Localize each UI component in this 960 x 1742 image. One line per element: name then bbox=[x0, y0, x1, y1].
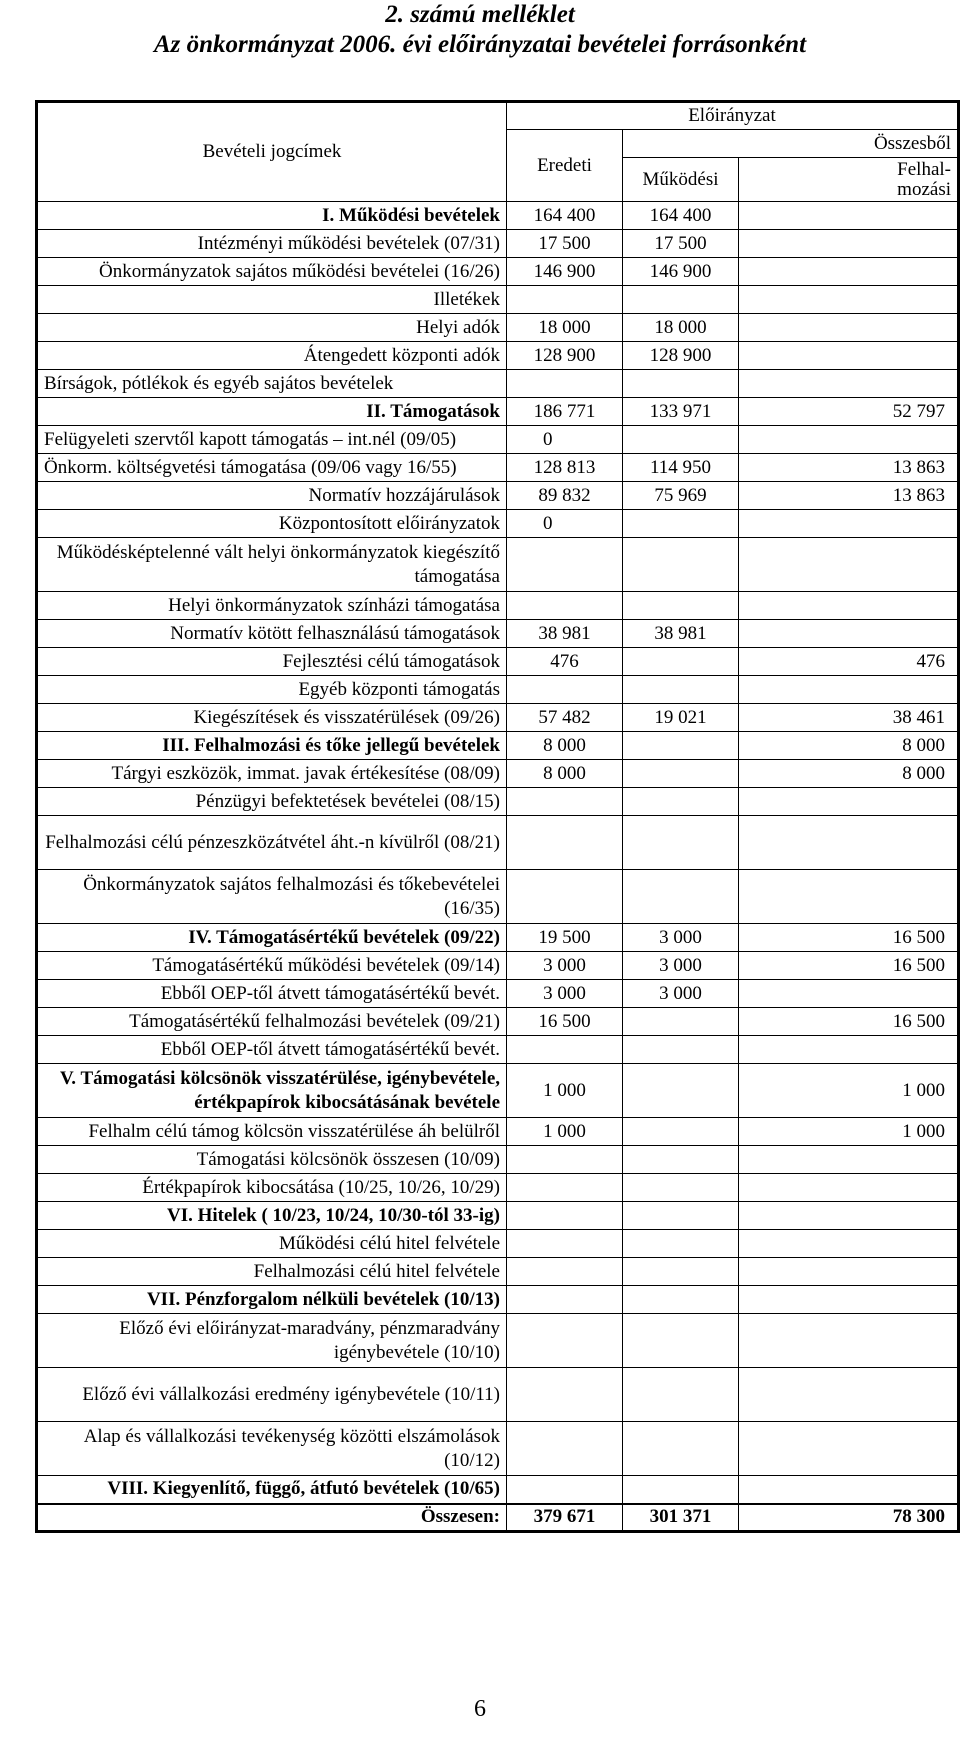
cell-mukodesi: 3 000 bbox=[623, 924, 739, 952]
table-row bbox=[37, 510, 959, 538]
cell-eredeti bbox=[507, 538, 623, 592]
cell-felhalmozasi bbox=[739, 620, 959, 648]
row-label: Támogatásértékű felhalmozási bevételek (09/21) bbox=[37, 1008, 507, 1036]
row-label: Normatív kötött felhasználású támogatások bbox=[37, 620, 507, 648]
cell-mukodesi bbox=[623, 1064, 739, 1118]
cell-eredeti: 164 400 bbox=[507, 202, 623, 230]
table-row bbox=[37, 314, 959, 342]
cell-felhalmozasi bbox=[739, 1476, 959, 1504]
cell-felhalmozasi bbox=[739, 870, 959, 924]
cell-felhalmozasi: 13 863 bbox=[739, 482, 959, 510]
cell-felhalmozasi bbox=[739, 816, 959, 870]
cell-eredeti: 3 000 bbox=[507, 952, 623, 980]
cell-felhalmozasi bbox=[739, 286, 959, 314]
table-row bbox=[37, 202, 959, 230]
table-row bbox=[37, 1476, 959, 1504]
cell-eredeti: 8 000 bbox=[507, 760, 623, 788]
row-label: Támogatási kölcsönök összesen (10/09) bbox=[37, 1146, 507, 1174]
row-label: I. Működési bevételek bbox=[37, 202, 507, 230]
row-label: Működési célú hitel felvétele bbox=[37, 1230, 507, 1258]
row-label: Ebből OEP-től átvett támogatásértékű bevét. bbox=[37, 1036, 507, 1064]
cell-felhalmozasi: 476 bbox=[739, 648, 959, 676]
cell-mukodesi bbox=[623, 648, 739, 676]
cell-eredeti bbox=[507, 1174, 623, 1202]
table-row bbox=[37, 342, 959, 370]
row-label: Átengedett központi adók bbox=[37, 342, 507, 370]
row-label: Tárgyi eszközök, immat. javak értékesítése (08/09) bbox=[37, 760, 507, 788]
cell-eredeti: 146 900 bbox=[507, 258, 623, 286]
table-row bbox=[37, 230, 959, 258]
table-row bbox=[37, 370, 959, 398]
cell-mukodesi bbox=[623, 1230, 739, 1258]
cell-mukodesi bbox=[623, 732, 739, 760]
row-label: Pénzügyi befektetések bevételei (08/15) bbox=[37, 788, 507, 816]
cell-eredeti bbox=[507, 1314, 623, 1368]
cell-felhalmozasi: 16 500 bbox=[739, 1008, 959, 1036]
table-row bbox=[37, 760, 959, 788]
row-label: Felhalm célú támog kölcsön visszatérülése áh belülről bbox=[37, 1118, 507, 1146]
cell-felhalmozasi bbox=[739, 370, 959, 398]
row-label: VII. Pénzforgalom nélküli bevételek (10/13) bbox=[37, 1286, 507, 1314]
cell-eredeti: 17 500 bbox=[507, 230, 623, 258]
table-row bbox=[37, 1286, 959, 1314]
cell-felhalmozasi: 38 461 bbox=[739, 704, 959, 732]
cell-eredeti: 19 500 bbox=[507, 924, 623, 952]
row-label: Felügyeleti szervtől kapott támogatás – int.nél (09/05) bbox=[37, 426, 507, 454]
cell-mukodesi bbox=[623, 1476, 739, 1504]
header-felhalmozasi: Felhal- mozási bbox=[739, 158, 959, 202]
cell-mukodesi: 301 371 bbox=[623, 1504, 739, 1532]
cell-mukodesi bbox=[623, 870, 739, 924]
table-row bbox=[37, 258, 959, 286]
cell-eredeti: 1 000 bbox=[507, 1064, 623, 1118]
cell-mukodesi bbox=[623, 1368, 739, 1422]
row-label: Helyi adók bbox=[37, 314, 507, 342]
cell-eredeti bbox=[507, 592, 623, 620]
cell-eredeti: 1 000 bbox=[507, 1118, 623, 1146]
cell-mukodesi bbox=[623, 592, 739, 620]
row-label: III. Felhalmozási és tőke jellegű bevételek bbox=[37, 732, 507, 760]
cell-felhalmozasi bbox=[739, 1258, 959, 1286]
cell-mukodesi bbox=[623, 1008, 739, 1036]
cell-mukodesi: 3 000 bbox=[623, 980, 739, 1008]
cell-eredeti: 3 000 bbox=[507, 980, 623, 1008]
cell-felhalmozasi bbox=[739, 538, 959, 592]
cell-eredeti bbox=[507, 1422, 623, 1476]
table-row bbox=[37, 1064, 959, 1118]
cell-felhalmozasi: 1 000 bbox=[739, 1118, 959, 1146]
table-body bbox=[37, 202, 959, 1532]
cell-eredeti bbox=[507, 1476, 623, 1504]
cell-eredeti bbox=[507, 1286, 623, 1314]
cell-mukodesi bbox=[623, 1286, 739, 1314]
cell-felhalmozasi bbox=[739, 258, 959, 286]
cell-mukodesi bbox=[623, 426, 739, 454]
cell-felhalmozasi: 78 300 bbox=[739, 1504, 959, 1532]
row-label: IV. Támogatásértékű bevételek (09/22) bbox=[37, 924, 507, 952]
cell-mukodesi: 38 981 bbox=[623, 620, 739, 648]
table-row bbox=[37, 1368, 959, 1422]
cell-felhalmozasi: 13 863 bbox=[739, 454, 959, 482]
cell-felhalmozasi: 8 000 bbox=[739, 760, 959, 788]
row-label: Értékpapírok kibocsátása (10/25, 10/26, 10/29) bbox=[37, 1174, 507, 1202]
cell-eredeti: 38 981 bbox=[507, 620, 623, 648]
row-label: VI. Hitelek ( 10/23, 10/24, 10/30-tól 33-ig) bbox=[37, 1202, 507, 1230]
cell-mukodesi: 114 950 bbox=[623, 454, 739, 482]
table-row bbox=[37, 1422, 959, 1476]
cell-eredeti bbox=[507, 788, 623, 816]
table-row bbox=[37, 676, 959, 704]
cell-eredeti bbox=[507, 676, 623, 704]
cell-eredeti bbox=[507, 1368, 623, 1422]
cell-mukodesi bbox=[623, 1314, 739, 1368]
table-row bbox=[37, 1230, 959, 1258]
row-label: Alap és vállalkozási tevékenység közötti elszámolások (10/12) bbox=[37, 1422, 507, 1476]
table-row bbox=[37, 482, 959, 510]
cell-eredeti bbox=[507, 816, 623, 870]
total-row bbox=[37, 1504, 959, 1532]
document-title: Az önkormányzat 2006. évi előirányzatai bevételei forrásonként bbox=[153, 31, 807, 58]
revenue-table bbox=[35, 100, 960, 1533]
cell-mukodesi bbox=[623, 760, 739, 788]
cell-mukodesi: 18 000 bbox=[623, 314, 739, 342]
cell-felhalmozasi bbox=[739, 202, 959, 230]
row-label: Felhalmozási célú pénzeszközátvétel áht.-n kívülről (08/21) bbox=[37, 816, 507, 870]
row-label: II. Támogatások bbox=[37, 398, 507, 426]
table-row bbox=[37, 1036, 959, 1064]
row-label: Intézményi működési bevételek (07/31) bbox=[37, 230, 507, 258]
table-row bbox=[37, 286, 959, 314]
cell-mukodesi: 128 900 bbox=[623, 342, 739, 370]
cell-eredeti bbox=[507, 1036, 623, 1064]
table-row bbox=[37, 980, 959, 1008]
cell-mukodesi bbox=[623, 538, 739, 592]
cell-mukodesi bbox=[623, 816, 739, 870]
row-label: Működésképtelenné vált helyi önkormányzatok kiegészítő támogatása bbox=[37, 538, 507, 592]
cell-eredeti bbox=[507, 1202, 623, 1230]
cell-eredeti: 89 832 bbox=[507, 482, 623, 510]
cell-mukodesi bbox=[623, 370, 739, 398]
header-label-column: Bevételi jogcímek bbox=[37, 102, 507, 202]
header-mukodesi: Működési bbox=[623, 158, 739, 202]
table-row bbox=[37, 398, 959, 426]
row-label: Összesen: bbox=[37, 1504, 507, 1532]
cell-mukodesi bbox=[623, 510, 739, 538]
cell-eredeti: 57 482 bbox=[507, 704, 623, 732]
table-row bbox=[37, 952, 959, 980]
cell-felhalmozasi bbox=[739, 676, 959, 704]
row-label: VIII. Kiegyenlítő, függő, átfutó bevételek (10/65) bbox=[37, 1476, 507, 1504]
cell-mukodesi bbox=[623, 1422, 739, 1476]
table-row bbox=[37, 732, 959, 760]
cell-eredeti: 0 bbox=[507, 510, 623, 538]
cell-eredeti: 18 000 bbox=[507, 314, 623, 342]
cell-eredeti bbox=[507, 370, 623, 398]
table-row bbox=[37, 592, 959, 620]
cell-mukodesi: 75 969 bbox=[623, 482, 739, 510]
table-row bbox=[37, 648, 959, 676]
cell-felhalmozasi: 8 000 bbox=[739, 732, 959, 760]
cell-felhalmozasi bbox=[739, 342, 959, 370]
cell-eredeti: 128 813 bbox=[507, 454, 623, 482]
cell-mukodesi: 133 971 bbox=[623, 398, 739, 426]
header-eredeti: Eredeti bbox=[507, 130, 623, 202]
table-row bbox=[37, 1202, 959, 1230]
appendix-title: 2. számú melléklet bbox=[385, 1, 575, 28]
header-osszesbol: Összesből bbox=[623, 130, 959, 158]
table-row bbox=[37, 620, 959, 648]
row-label: Bírságok, pótlékok és egyéb sajátos bevételek bbox=[37, 370, 507, 398]
row-label: Normatív hozzájárulások bbox=[37, 482, 507, 510]
row-label: Kiegészítések és visszatérülések (09/26) bbox=[37, 704, 507, 732]
cell-felhalmozasi bbox=[739, 980, 959, 1008]
cell-felhalmozasi bbox=[739, 788, 959, 816]
table-row bbox=[37, 1258, 959, 1286]
cell-mukodesi: 146 900 bbox=[623, 258, 739, 286]
cell-eredeti: 476 bbox=[507, 648, 623, 676]
table-row bbox=[37, 1146, 959, 1174]
cell-mukodesi bbox=[623, 1036, 739, 1064]
cell-eredeti: 186 771 bbox=[507, 398, 623, 426]
cell-eredeti: 16 500 bbox=[507, 1008, 623, 1036]
row-label: Központosított előirányzatok bbox=[37, 510, 507, 538]
table-row bbox=[37, 704, 959, 732]
cell-mukodesi: 19 021 bbox=[623, 704, 739, 732]
cell-mukodesi bbox=[623, 676, 739, 704]
cell-mukodesi bbox=[623, 1174, 739, 1202]
row-label: Önkorm. költségvetési támogatása (09/06 vagy 16/55) bbox=[37, 454, 507, 482]
cell-eredeti bbox=[507, 1230, 623, 1258]
page-number: 6 bbox=[474, 1696, 486, 1722]
header-eloiranyzat: Előirányzat bbox=[507, 102, 959, 130]
cell-felhalmozasi bbox=[739, 1230, 959, 1258]
table-row bbox=[37, 454, 959, 482]
table-row bbox=[37, 1118, 959, 1146]
row-label: Előző évi vállalkozási eredmény igénybevétele (10/11) bbox=[37, 1368, 507, 1422]
cell-felhalmozasi: 16 500 bbox=[739, 952, 959, 980]
cell-felhalmozasi: 1 000 bbox=[739, 1064, 959, 1118]
table-row bbox=[37, 538, 959, 592]
table-row bbox=[37, 924, 959, 952]
cell-mukodesi bbox=[623, 788, 739, 816]
cell-felhalmozasi bbox=[739, 1314, 959, 1368]
row-label: V. Támogatási kölcsönök visszatérülése, igénybevétele, értékpapírok kibocsátásának bevétele bbox=[37, 1064, 507, 1118]
cell-eredeti: 0 bbox=[507, 426, 623, 454]
cell-eredeti: 379 671 bbox=[507, 1504, 623, 1532]
cell-felhalmozasi bbox=[739, 230, 959, 258]
cell-felhalmozasi bbox=[739, 1286, 959, 1314]
cell-mukodesi bbox=[623, 1118, 739, 1146]
cell-eredeti: 8 000 bbox=[507, 732, 623, 760]
row-label: Felhalmozási célú hitel felvétele bbox=[37, 1258, 507, 1286]
cell-felhalmozasi bbox=[739, 1146, 959, 1174]
cell-eredeti bbox=[507, 1258, 623, 1286]
table-row bbox=[37, 1314, 959, 1368]
cell-felhalmozasi bbox=[739, 1174, 959, 1202]
row-label: Egyéb központi támogatás bbox=[37, 676, 507, 704]
row-label: Helyi önkormányzatok színházi támogatása bbox=[37, 592, 507, 620]
cell-eredeti bbox=[507, 1146, 623, 1174]
table-row bbox=[37, 426, 959, 454]
cell-mukodesi bbox=[623, 1202, 739, 1230]
cell-mukodesi bbox=[623, 286, 739, 314]
cell-felhalmozasi bbox=[739, 1202, 959, 1230]
cell-felhalmozasi bbox=[739, 426, 959, 454]
row-label: Fejlesztési célú támogatások bbox=[37, 648, 507, 676]
cell-felhalmozasi: 16 500 bbox=[739, 924, 959, 952]
row-label: Illetékek bbox=[37, 286, 507, 314]
cell-felhalmozasi: 52 797 bbox=[739, 398, 959, 426]
cell-felhalmozasi bbox=[739, 592, 959, 620]
cell-felhalmozasi bbox=[739, 1368, 959, 1422]
row-label: Önkormányzatok sajátos felhalmozási és tőkebevételei (16/35) bbox=[37, 870, 507, 924]
row-label: Önkormányzatok sajátos működési bevételei (16/26) bbox=[37, 258, 507, 286]
cell-felhalmozasi bbox=[739, 1422, 959, 1476]
cell-felhalmozasi bbox=[739, 510, 959, 538]
table-row bbox=[37, 870, 959, 924]
table-row bbox=[37, 788, 959, 816]
table-row bbox=[37, 1008, 959, 1036]
cell-felhalmozasi bbox=[739, 1036, 959, 1064]
cell-mukodesi bbox=[623, 1146, 739, 1174]
table-row bbox=[37, 816, 959, 870]
cell-mukodesi: 17 500 bbox=[623, 230, 739, 258]
row-label: Előző évi előirányzat-maradvány, pénzmaradvány igénybevétele (10/10) bbox=[37, 1314, 507, 1368]
cell-mukodesi: 3 000 bbox=[623, 952, 739, 980]
table-row bbox=[37, 1174, 959, 1202]
cell-felhalmozasi bbox=[739, 314, 959, 342]
cell-eredeti bbox=[507, 286, 623, 314]
cell-eredeti: 128 900 bbox=[507, 342, 623, 370]
row-label: Ebből OEP-től átvett támogatásértékű bevét. bbox=[37, 980, 507, 1008]
cell-eredeti bbox=[507, 870, 623, 924]
cell-mukodesi: 164 400 bbox=[623, 202, 739, 230]
row-label: Támogatásértékű működési bevételek (09/14) bbox=[37, 952, 507, 980]
cell-mukodesi bbox=[623, 1258, 739, 1286]
